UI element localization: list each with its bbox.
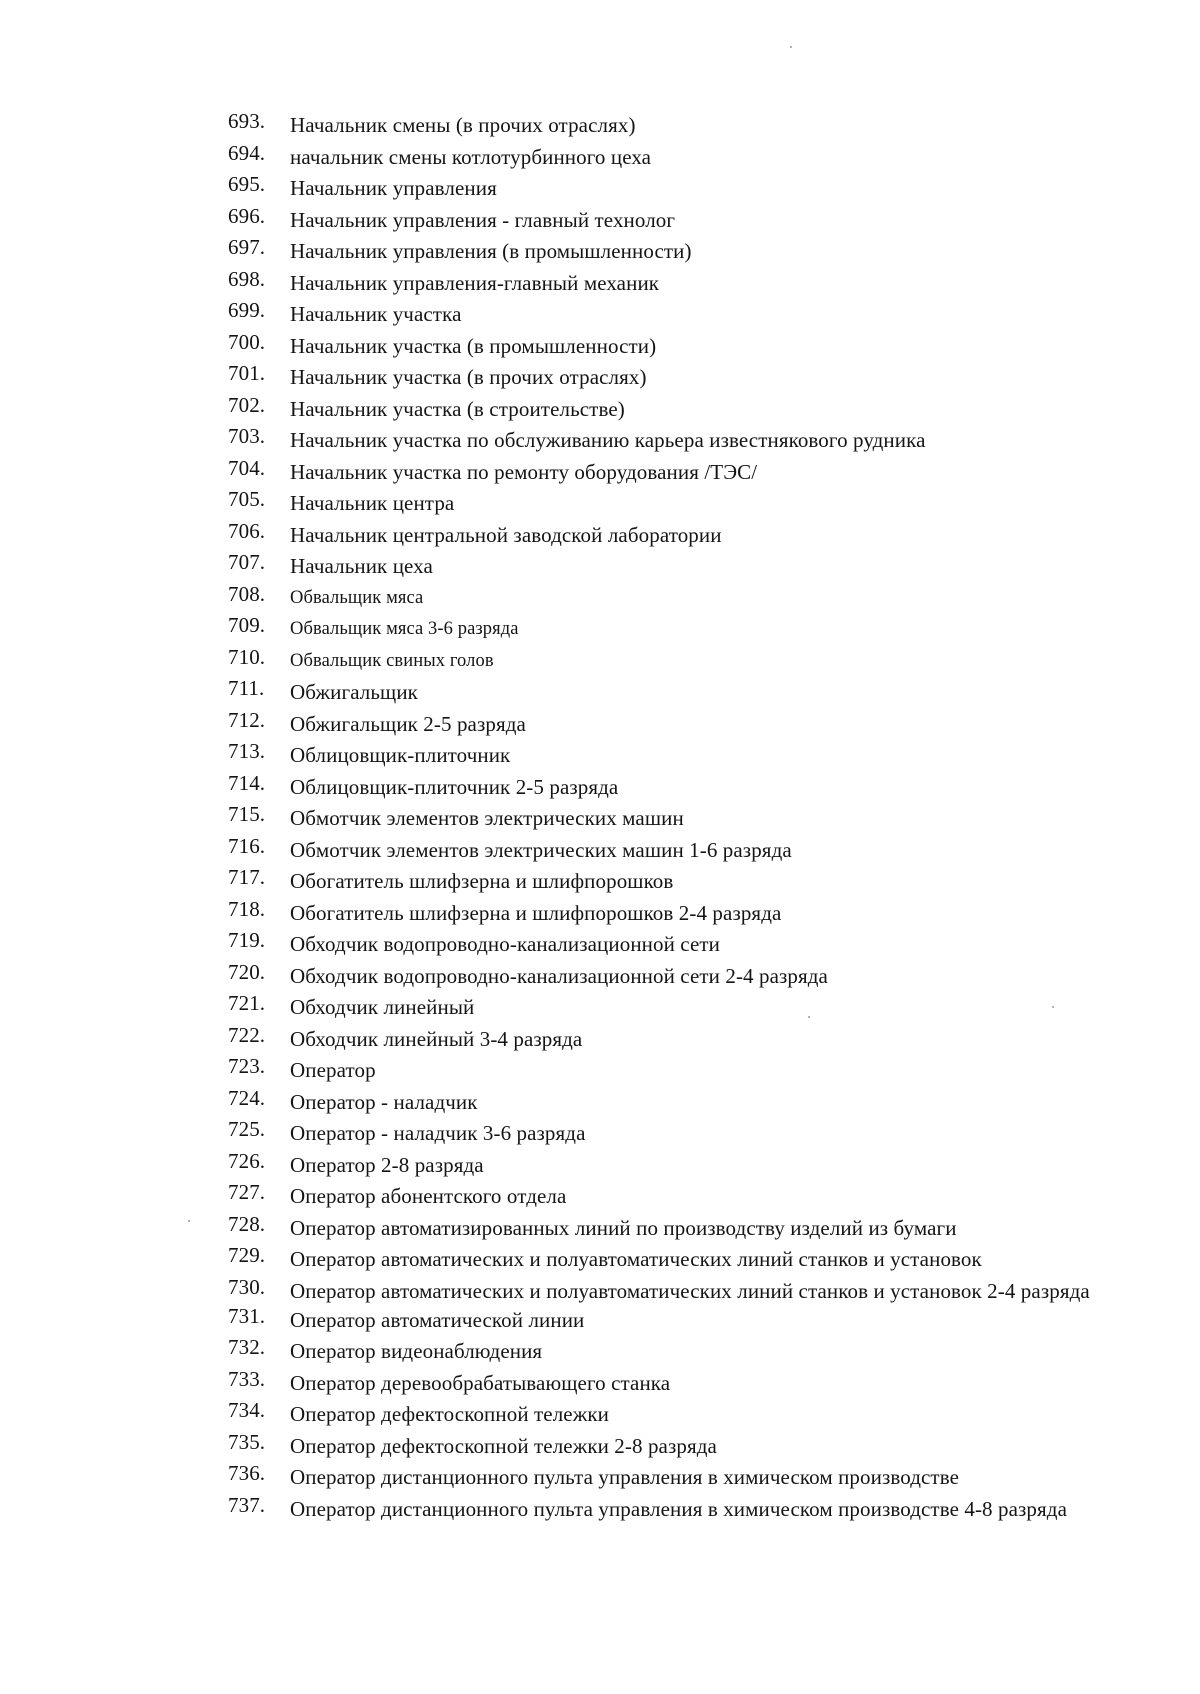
item-number: 724. [228,1085,266,1110]
item-title: Начальник участка (в прочих отраслях) [290,365,647,389]
list-item [200,172,1160,201]
list-item [200,1429,1160,1459]
item-title: Оператор видеонаблюдения [290,1339,543,1363]
item-title: Обвальщик свиных голов [290,650,494,671]
list-item [200,392,1160,422]
item-title: Оператор дефектоскопной тележки [290,1402,609,1426]
list-item [200,613,1160,642]
list-item [200,455,1160,485]
list-item [200,1366,1160,1396]
item-number: 717. [228,865,266,889]
item-number: 693. [228,109,266,133]
list-item [200,802,1160,831]
item-title: Начальник участка (в строительстве) [290,396,625,421]
item-title: Начальник смены (в прочих отраслях) [290,113,636,137]
item-number: 720. [228,959,266,984]
item-title: Оператор деревообрабатывающего станка [290,1370,671,1395]
scan-speck [790,46,792,48]
item-title: Оператор автоматизированных линий по производству изделий из бумаги [290,1215,957,1240]
item-title: Обходчик водопроводно-канализационной сети [290,932,720,956]
scan-speck [1052,1006,1054,1008]
item-title: Начальник цеха [290,554,433,578]
item-title: Начальник управления [290,176,497,200]
item-title: Оператор автоматической линии [290,1307,585,1332]
item-number: 704. [228,455,266,480]
item-title: Оператор автоматических и полуавтоматических линий станков и установок 2-4 разряда [290,1278,1090,1303]
item-title: Оператор дистанционного пульта управления в химическом производстве 4-8 разряда [290,1496,1067,1521]
item-title: Обходчик водопроводно-канализационной сети 2-4 разряда [290,963,828,988]
list-item [200,1303,1160,1333]
item-number: 701. [228,361,266,385]
list-item [200,896,1160,926]
item-title: Оператор [290,1058,376,1082]
item-number: 735. [228,1429,266,1454]
item-number: 708. [228,581,266,606]
item-title: Оператор дистанционного пульта управления в химическом производстве [290,1465,960,1489]
list-item [200,1022,1160,1052]
item-number: 727. [228,1180,266,1204]
item-number: 696. [228,203,266,228]
item-number: 703. [228,424,266,448]
list-item [200,1274,1160,1304]
item-number: 719. [228,928,266,952]
list-item [200,1243,1160,1272]
item-number: 725. [228,1117,266,1141]
item-number: 715. [228,802,266,826]
item-title: Обогатитель шлифзерна и шлифпорошков [290,869,674,893]
item-number: 723. [228,1054,266,1078]
item-number: 705. [228,487,266,511]
item-number: 736. [228,1461,266,1485]
list-item [200,329,1160,359]
item-title: Оператор дефектоскопной тележки 2-8 разряда [290,1433,717,1458]
item-number: 713. [228,739,266,763]
item-number: 714. [228,770,266,795]
item-title: Обходчик линейный 3-4 разряда [290,1026,583,1051]
item-title: Обвальщик мяса 3-6 разряда [290,619,519,639]
item-title: Начальник управления (в промышленности) [290,239,692,263]
item-title: Начальник центральной заводской лаборатории [290,522,722,547]
list-item [200,361,1160,390]
item-number: 716. [228,833,266,858]
list-item [200,140,1160,170]
item-number: 697. [228,235,266,259]
list-item [200,865,1160,894]
list-item [200,644,1160,674]
scan-speck [188,1220,190,1222]
item-number: 732. [228,1335,266,1359]
item-title: Начальник управления-главный механик [290,270,660,295]
list-item [200,424,1160,453]
list-item [200,1211,1160,1241]
item-title: Начальник участка по обслуживанию карьера известнякового рудника [290,428,926,452]
list-item [200,1085,1160,1115]
item-title: Обходчик линейный [290,995,475,1019]
list-item [200,770,1160,800]
item-title: Оператор - наладчик 3-6 разряда [290,1121,586,1145]
item-title: Оператор абонентского отдела [290,1184,567,1208]
list-item [200,1180,1160,1209]
item-title: Начальник центра [290,491,455,515]
item-title: Начальник участка [290,302,462,326]
item-number: 698. [228,266,266,291]
item-number: 694. [228,140,266,165]
list-item [200,1492,1160,1522]
item-title: Начальник участка (в промышленности) [290,333,657,358]
list-item [200,581,1160,611]
item-number: 702. [228,392,266,417]
item-title: Оператор - наладчик [290,1089,478,1114]
item-number: 728. [228,1211,266,1236]
list-item [200,487,1160,516]
list-item [200,991,1160,1020]
item-title: Оператор автоматических и полуавтоматических линий станков и установок [290,1247,982,1271]
item-number: 726. [228,1148,266,1173]
item-title: Обогатитель шлифзерна и шлифпорошков 2-4 разряда [290,900,782,925]
list-item [200,1335,1160,1364]
list-item [200,1148,1160,1178]
item-title: Обвальщик мяса [290,587,424,608]
scan-speck [808,1016,810,1018]
item-number: 733. [228,1366,266,1391]
list-item [200,1054,1160,1083]
item-number: 729. [228,1243,266,1267]
list-item [200,203,1160,233]
item-number: 737. [228,1492,266,1517]
list-item [200,235,1160,264]
list-item [200,833,1160,863]
item-number: 721. [228,991,266,1015]
list-item [200,266,1160,296]
list-item [200,676,1160,705]
list-item [200,550,1160,579]
item-number: 718. [228,896,266,921]
item-number: 695. [228,172,266,196]
list-item [200,1117,1160,1146]
list-item [200,959,1160,989]
item-number: 710. [228,644,266,669]
item-number: 709. [228,613,266,637]
item-title: Обжигальщик [290,680,418,704]
item-number: 734. [228,1398,266,1422]
item-title: Начальник управления - главный технолог [290,207,676,232]
item-title: Облицовщик-плиточник 2-5 разряда [290,774,619,799]
list-item [200,298,1160,327]
item-title: начальник смены котлотурбинного цеха [290,144,652,169]
list-item [200,518,1160,548]
list-item [200,1461,1160,1490]
item-title: Начальник участка по ремонту оборудования /ТЭС/ [290,459,758,484]
item-title: Обмотчик элементов электрических машин 1-6 разряда [290,837,792,862]
item-number: 700. [228,329,266,354]
list-item [200,928,1160,957]
item-number: 706. [228,518,266,543]
item-number: 722. [228,1022,266,1047]
item-title: Обмотчик элементов электрических машин [290,806,684,830]
item-title: Обжигальщик 2-5 разряда [290,711,526,736]
list-item [200,1398,1160,1427]
item-number: 731. [228,1303,266,1328]
item-title: Оператор 2-8 разряда [290,1152,484,1177]
item-number: 712. [228,707,266,732]
item-number: 711. [228,676,265,700]
list-item [200,707,1160,737]
item-number: 699. [228,298,266,322]
item-number: 707. [228,550,266,574]
list-item [200,109,1160,138]
item-title: Облицовщик-плиточник [290,743,511,767]
occupation-list [200,109,1160,1525]
list-item [200,739,1160,768]
item-number: 730. [228,1274,266,1299]
